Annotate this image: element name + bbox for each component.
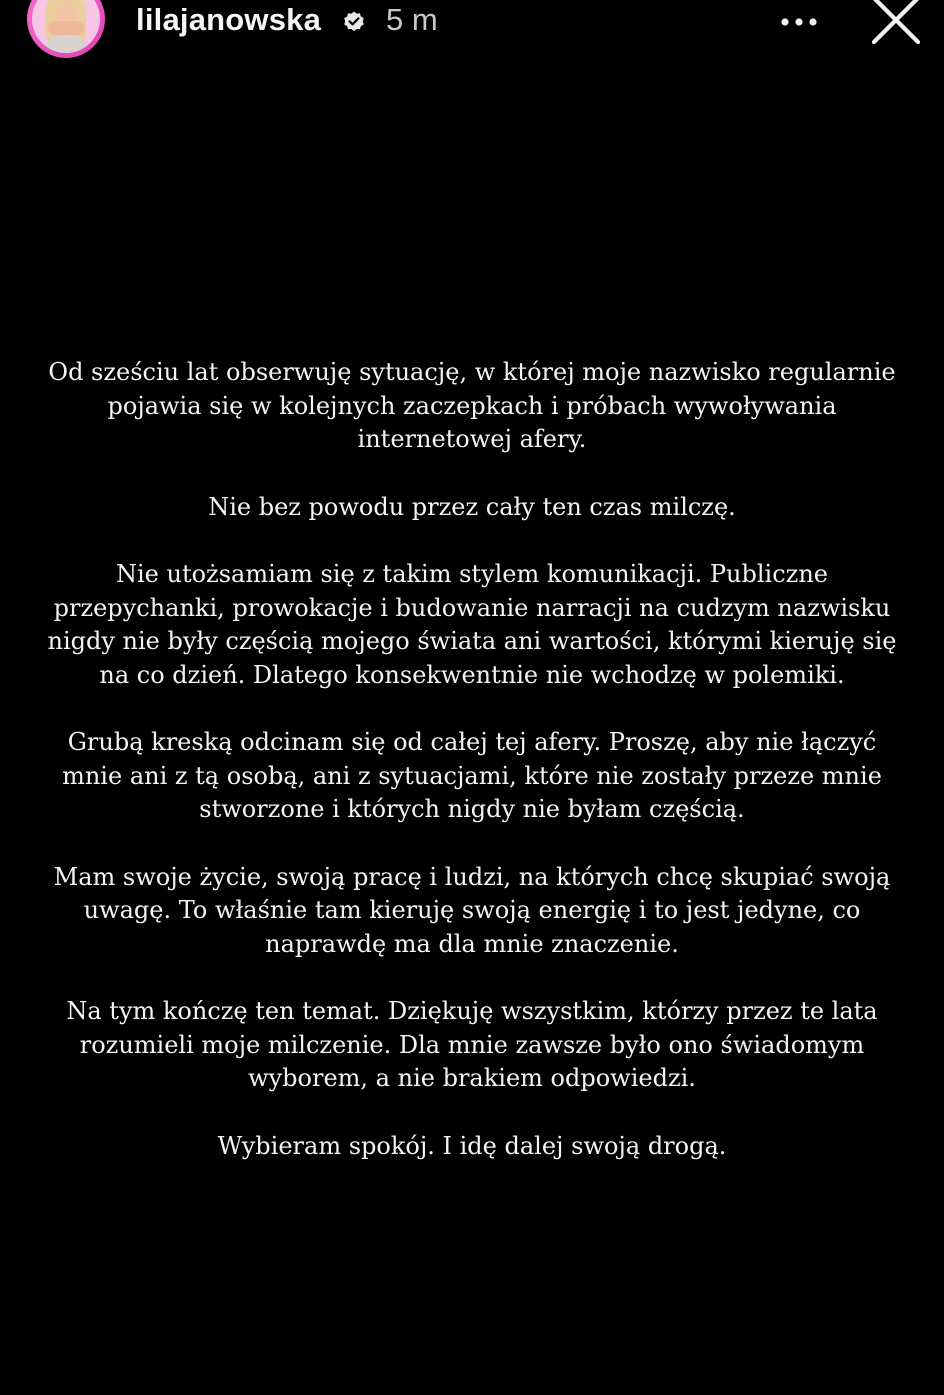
post-time: 5 m [386, 2, 438, 37]
story-paragraph: Grubą kreską odcinam się od całej tej afery. Proszę, aby nie łączyć mnie ani z tą osobą, ani z sytuacjami, które nie zostały przeze mnie stworzone i których nigdy nie byłam częścią. [62, 728, 882, 823]
story-paragraph: Na tym kończę ten temat. Dziękuję wszystkim, którzy przez te lata rozumieli moje milczenie. Dla mnie zawsze było ono świadomym wyborem, a nie brakiem odpowiedzi. [66, 997, 878, 1092]
story-paragraph: Mam swoje życie, swoją pracę i ludzi, na których chcę skupiać swoją uwagę. To właśnie tam kieruję swoją energię i to jest jedyne, co naprawdę ma dla mnie znaczenie. [53, 862, 891, 958]
story-paragraph: Nie bez powodu przez cały ten czas milczę. [208, 492, 736, 521]
verified-badge-icon [342, 10, 366, 34]
username[interactable]: lilajanowska [136, 2, 322, 37]
profile-avatar[interactable] [27, 0, 105, 58]
more-options-icon[interactable] [778, 14, 820, 30]
story-header [0, 0, 944, 60]
story-paragraph: Od sześciu lat obserwuję sytuację, w której moje nazwisko regularnie pojawia się w kolejnych zaczepkach i próbach wywoływania internetowej afery. [48, 358, 896, 453]
story-paragraph: Nie utożsamiam się z takim stylem komunikacji. Publiczne przepychanki, prowokacje i budowanie narracji na cudzym nazwisku nigdy nie były częścią mojego świata ani wartości, którymi kieruję się na co dzień. Dlatego konsekwentnie nie wchodzę w polemiki. [47, 560, 897, 689]
close-icon[interactable] [870, 0, 922, 46]
story-paragraph: Wybieram spokój. I idę dalej swoją drogą. [217, 1131, 727, 1160]
story-text [40, 356, 904, 1197]
avatar-photo [32, 0, 100, 53]
